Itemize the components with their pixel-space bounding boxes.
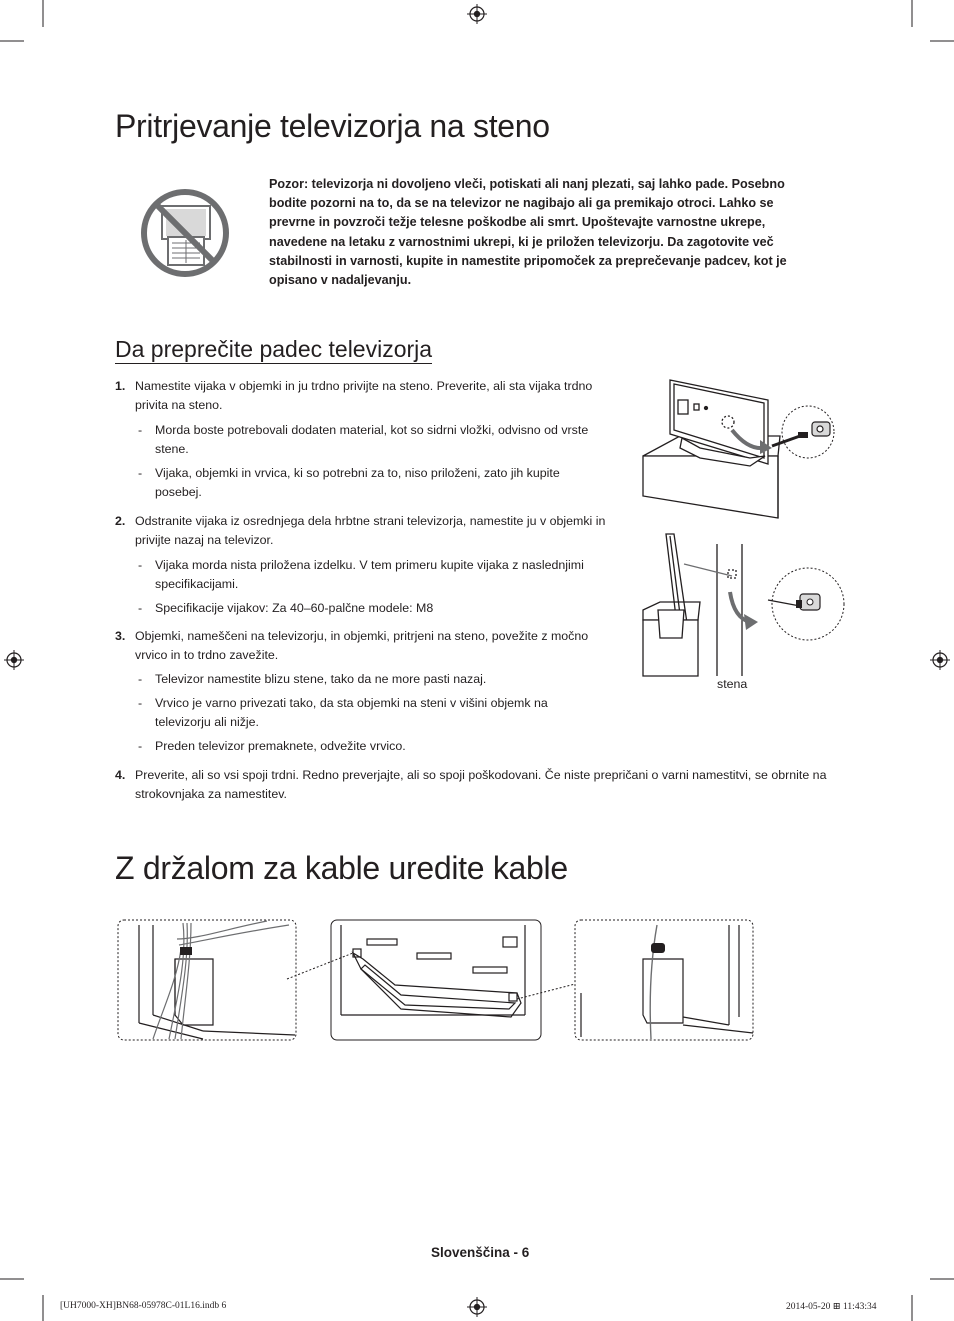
dash-bullet: - [138, 672, 143, 686]
list-subitem [138, 670, 615, 689]
cable-holder-illustration [117, 919, 757, 1043]
page-title: Pritrjevanje televizorja na steno [115, 108, 550, 144]
subitem-text: Preden televizor premaknete, odvežite vrvico. [155, 739, 406, 753]
list-item [115, 512, 613, 550]
dash-bullet: - [138, 466, 143, 480]
file-info: [UH7000-XH]BN68-05978C-01L16.indb 6 [60, 1301, 227, 1311]
print-timestamp: 2014-05-20 ⊞ 11:43:34 [786, 1302, 877, 1312]
step-number: 3. [115, 629, 126, 643]
dash-bullet: - [138, 423, 143, 437]
list-subitem [138, 694, 585, 732]
subitem-text: Vrvico je varno privezati tako, da sta objemki na steni v višini objemk na televizorju ali nižje. [155, 696, 548, 730]
tv-wall-side-illustration [640, 530, 845, 678]
subitem-text: Specifikacije vijakov: Za 40–60-palčne modele: M8 [155, 601, 434, 615]
dash-bullet: - [138, 558, 143, 572]
page-footer: Slovenščina - 6 [431, 1245, 530, 1260]
step-number: 4. [115, 768, 126, 782]
list-subitem [138, 737, 615, 756]
warning-text: Pozor: televizorja ni dovoljeno vleči, potiskati ali nanj plezati, saj lahko pade. Posebno bodite pozorni na to, da se na televizor ne nagibajo ali ga premikajo otroci. Lahko se prevrne in povzroči težje telesne poškodbe ali smrt. Upoštevajte varnostne ukrepe, navedene na letaku z varnostnimi ukrepi, ki je priložen televizorju. Da zagotovite več stabilnosti in varnosti, kupite in namestite pripomoček za preprečevanje padcev, kot je opisano v nadaljevanju. [269, 177, 787, 288]
dash-bullet: - [138, 696, 143, 710]
wall-label: stena [717, 677, 748, 691]
subitem-text: Morda boste potrebovali dodaten material, kot so sidrni vložki, odvisno od vrste stene. [155, 423, 589, 457]
list-subitem [138, 464, 600, 502]
section-title: Da preprečite padec televizorja [115, 336, 433, 362]
step-text: Objemki, nameščeni na televizorju, in objemki, pritrjeni na steno, povežite z močno vrvico in to trdno zavežite. [135, 629, 589, 663]
step-text: Preverite, ali so vsi spoji trdni. Redno preverjajte, ali so spoji poškodovani. Če niste prepričani o varni namestitvi, se obrnite na strokovnjaka za namestitev. [135, 768, 827, 802]
step-number: 2. [115, 514, 126, 528]
list-item [115, 377, 615, 415]
list-item [115, 627, 615, 665]
step-text: Odstranite vijaka iz osrednjega dela hrbtne strani televizorja, namestite ju v objemki in privijte nazaj na televizor. [135, 514, 606, 548]
dash-bullet: - [138, 601, 143, 615]
list-subitem [138, 421, 620, 459]
subitem-text: Televizor namestite blizu stene, tako da ne more pasti nazaj. [155, 672, 487, 686]
list-subitem [138, 599, 615, 618]
dash-bullet: - [138, 739, 143, 753]
subitem-text: Vijaka morda nista priložena izdelku. V tem primeru kupite vijaka z naslednjimi specifikacijami. [155, 558, 584, 592]
no-climbing-warning-icon [140, 188, 230, 278]
section-title: Z držalom za kable uredite kable [115, 850, 568, 886]
tv-back-bracket-illustration [640, 378, 840, 520]
registration-mark-icon [4, 650, 24, 670]
list-item [115, 766, 840, 804]
list-subitem [138, 556, 615, 594]
registration-mark-icon [467, 4, 487, 24]
registration-mark-icon [467, 1297, 487, 1317]
subitem-text: Vijaka, objemki in vrvica, ki so potrebni za to, niso priloženi, zato jih kupite posebej. [155, 466, 560, 500]
step-number: 1. [115, 379, 126, 393]
registration-mark-icon [930, 650, 950, 670]
step-text: Namestite vijaka v objemki in ju trdno privijte na steno. Preverite, ali sta vijaka trdno privita na steno. [135, 379, 593, 413]
